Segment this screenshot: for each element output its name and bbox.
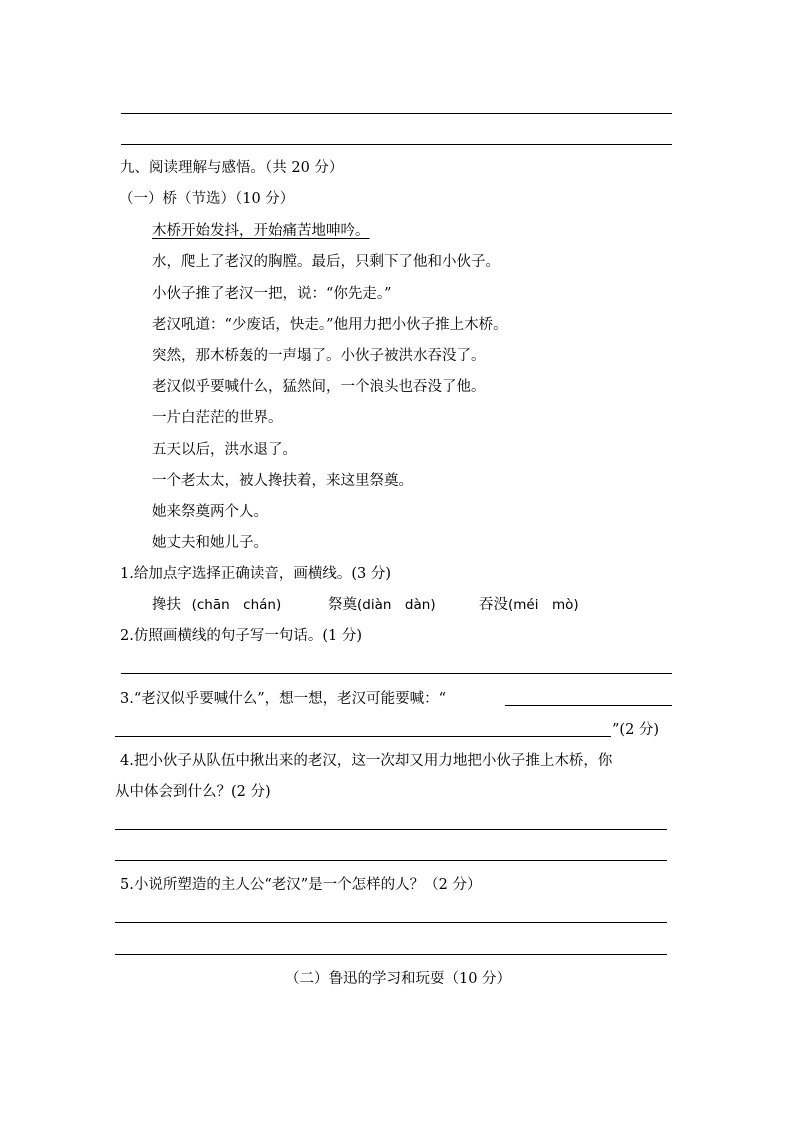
pinyin-options[interactable]: (chān chán) [191,597,282,613]
answer-line[interactable] [115,922,667,923]
pinyin-options[interactable]: (diàn dàn) [357,597,436,613]
pinyin-item [328,595,436,615]
pinyin-item [479,595,579,615]
answer-line[interactable] [115,736,611,737]
question-1: 1.给加点字选择正确读音，画横线。(3 分) [120,566,391,582]
passage-line: 突然，那木桥轰的一声塌了。小伙子被洪水吞没了。 [152,348,486,364]
passage-line: 一片白茫茫的世界。 [152,410,283,426]
passage-line: 她丈夫和她儿子。 [152,535,268,551]
passage-line: 老汉吼道：“少废话，快走。”他用力把小伙子推上木桥。 [152,317,508,333]
passage-title: （一）桥（节选）（10 分） [119,191,295,207]
pinyin-word: 祭奠 [328,597,357,613]
passage-2-title: （二）鲁迅的学习和玩耍（10 分） [285,971,512,987]
passage-line: 水，爬上了老汉的胸膛。最后，只剩下了他和小伙子。 [152,254,500,270]
answer-line[interactable] [121,673,672,674]
answer-line[interactable] [115,954,667,955]
answer-line[interactable] [505,705,672,706]
passage-underlined-sentence: 木桥开始发抖，开始痛苦地呻吟。 [152,223,370,239]
passage-line: 五天以后，洪水退了。 [152,442,297,458]
passage-line: 她来祭奠两个人。 [152,504,268,520]
answer-line[interactable] [115,860,667,861]
passage-line: 老汉似乎要喊什么，猛然间，一个浪头也吞没了他。 [152,379,486,395]
answer-line [121,113,672,114]
question-4: 4.把小伙子从队伍中揪出来的老汉，这一次却又用力地把小伙子推上木桥，你 [120,753,613,769]
passage-line: 小伙子推了老汉一把，说：“你先走。” [152,286,392,302]
question-2: 2.仿照画横线的句子写一句话。(1 分) [120,628,362,644]
answer-line [121,144,672,145]
passage-line: 一个老太太，被人搀扶着，来这里祭奠。 [152,473,413,489]
question-3-end: ”(2 分) [612,722,660,738]
question-5: 5.小说所塑造的主人公“老汉”是一个怎样的人？（2 分） [120,877,482,893]
section-title: 九、阅读理解与感悟。（共 20 分） [120,160,344,176]
answer-line[interactable] [115,829,667,830]
pinyin-word: 吞没 [479,597,508,613]
pinyin-item [152,595,281,615]
question-3: 3.“老汉似乎要喊什么”，想一想，老汉可能要喊：“ [120,691,447,707]
pinyin-word: 搀扶 [152,597,181,613]
pinyin-options[interactable]: (méi mò) [508,597,579,613]
question-4-cont: 从中体会到什么？(2 分) [115,784,271,800]
